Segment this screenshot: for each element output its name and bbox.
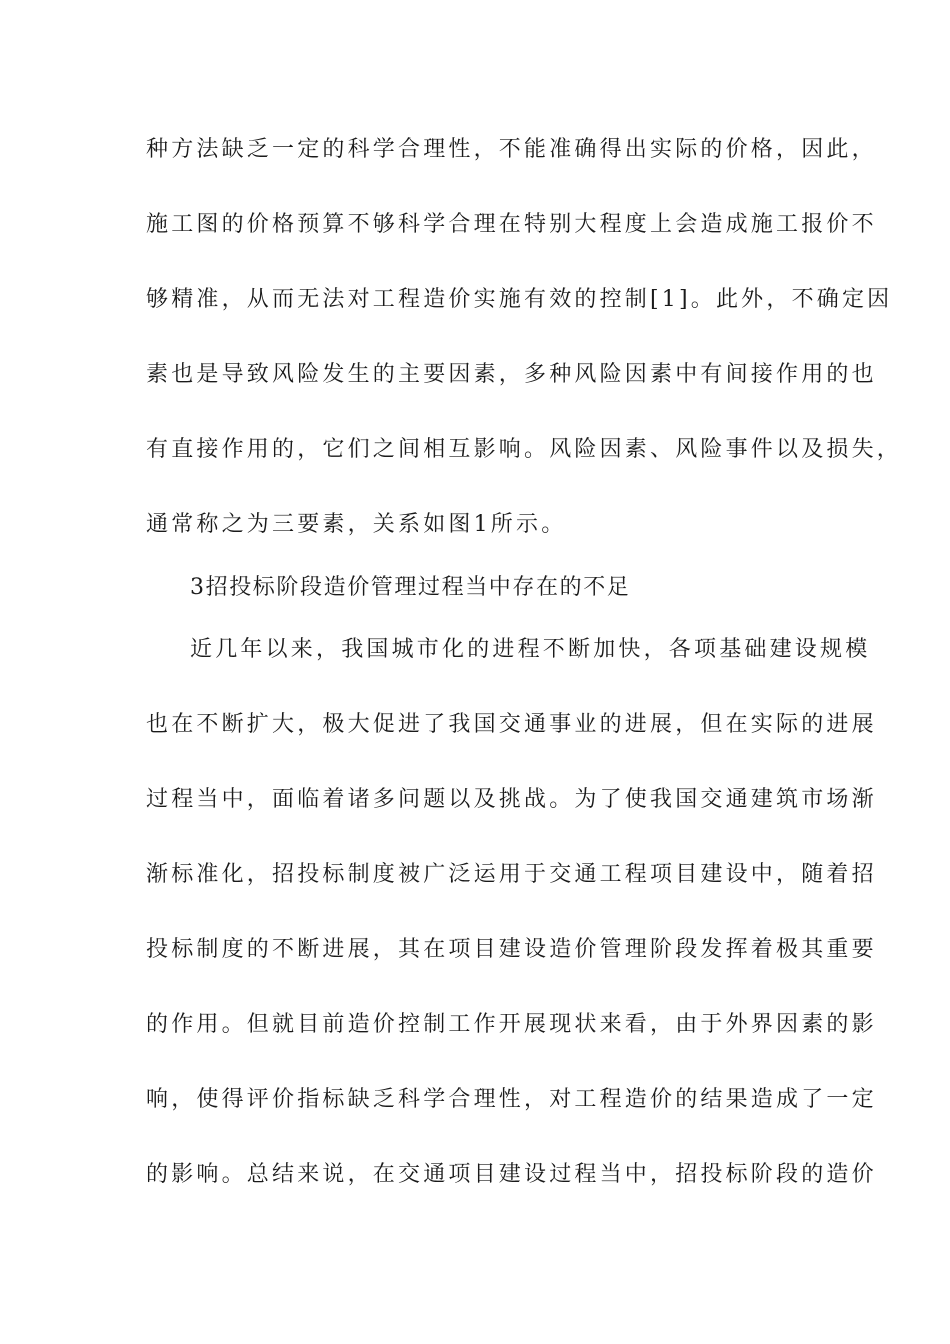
paragraph-2-line-2: 也在不断扩大，极大促进了我国交通事业的进展，但在实际的进展 — [146, 712, 877, 737]
paragraph-1-line-2: 施工图的价格预算不够科学合理在特别大程度上会造成施工报价不 — [146, 212, 877, 237]
paragraph-2-line-8: 的影响。总结来说，在交通项目建设过程当中，招投标阶段的造价 — [146, 1162, 877, 1187]
paragraph-1-line-6: 通常称之为三要素，关系如图1所示。 — [146, 512, 567, 537]
paragraph-1-line-3: 够精准，从而无法对工程造价实施有效的控制[1]。此外，不确定因 — [146, 287, 893, 312]
paragraph-1-line-1: 种方法缺乏一定的科学合理性，不能准确得出实际的价格，因此， — [146, 137, 877, 162]
paragraph-1-line-4: 素也是导致风险发生的主要因素，多种风险因素中有间接作用的也 — [146, 362, 877, 387]
paragraph-2-line-3: 过程当中，面临着诸多问题以及挑战。为了使我国交通建筑市场渐 — [146, 787, 877, 812]
paragraph-2-line-7: 响，使得评价指标缺乏科学合理性，对工程造价的结果造成了一定 — [146, 1087, 877, 1112]
paragraph-2-line-5: 投标制度的不断进展，其在项目建设造价管理阶段发挥着极其重要 — [146, 937, 877, 962]
paragraph-2-line-4: 渐标准化，招投标制度被广泛运用于交通工程项目建设中，随着招 — [146, 862, 877, 887]
paragraph-1-line-5: 有直接作用的，它们之间相互影响。风险因素、风险事件以及损失， — [146, 437, 903, 462]
paragraph-2-line-6: 的作用。但就目前造价控制工作开展现状来看，由于外界因素的影 — [146, 1012, 877, 1037]
paragraph-2-line-1: 近几年以来，我国城市化的进程不断加快，各项基础建设规模 — [190, 637, 871, 662]
section-heading: 3招投标阶段造价管理过程当中存在的不足 — [190, 575, 631, 600]
